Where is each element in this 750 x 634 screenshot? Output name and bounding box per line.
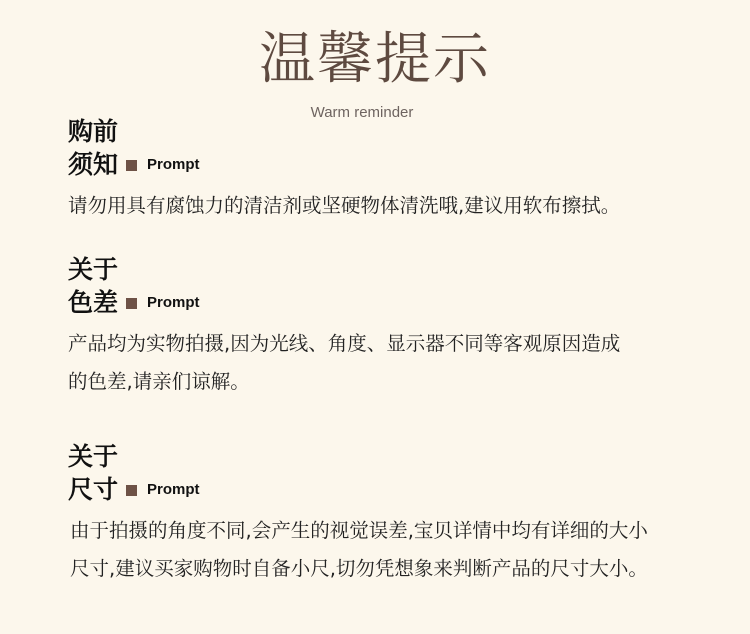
section-heading-line1: 购前 (68, 117, 119, 146)
body-line: 请勿用具有腐蚀力的清洁剂或坚硬物体清洗哦,建议用软布擦拭。 (68, 194, 621, 217)
section-heading-line1: 关于 (68, 442, 119, 471)
notice-section-color-difference (68, 254, 708, 401)
square-bullet-icon (126, 160, 137, 171)
section-heading-line2 (68, 148, 708, 181)
prompt-label: Prompt (147, 156, 200, 173)
section-heading-text: 色差 (68, 288, 119, 317)
section-body (68, 512, 708, 588)
section-body (68, 187, 708, 225)
notice-section-size (68, 441, 708, 588)
section-heading-text: 须知 (68, 150, 119, 179)
prompt-tag (126, 148, 200, 181)
page-subtitle: Warm reminder (310, 104, 414, 121)
section-heading-line2 (68, 286, 708, 319)
square-bullet-icon (126, 298, 137, 309)
square-bullet-icon (126, 485, 137, 496)
body-line: 的色差,请亲们谅解。 (68, 370, 250, 393)
body-line: 尺寸,建议买家购物时自备小尺,切勿凭想象来判断产品的尺寸大小。 (70, 557, 648, 580)
prompt-tag (126, 286, 200, 319)
prompt-label: Prompt (147, 481, 200, 498)
section-body (68, 325, 708, 401)
body-line: 产品均为实物拍摄,因为光线、角度、显示器不同等客观原因造成 (68, 332, 621, 355)
section-heading-line2 (68, 473, 708, 506)
page-title: 温馨提示 (259, 27, 491, 92)
notice-section-before-purchase (68, 116, 708, 225)
section-heading-text: 尺寸 (68, 475, 119, 504)
prompt-tag (126, 473, 200, 506)
section-heading-line1: 关于 (68, 255, 119, 284)
body-line: 由于拍摄的角度不同,会产生的视觉误差,宝贝详情中均有详细的大小 (70, 519, 648, 542)
prompt-label: Prompt (147, 294, 200, 311)
